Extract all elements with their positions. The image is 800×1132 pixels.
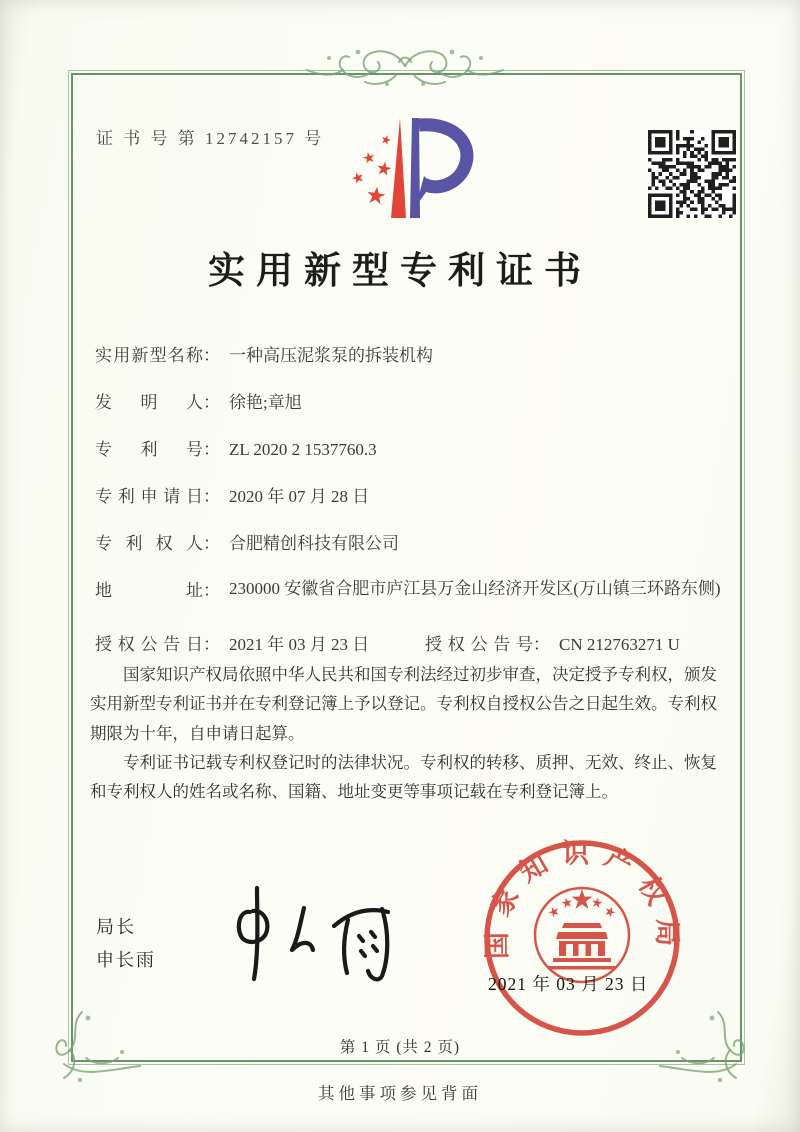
grant-number-label: 授权公告号 bbox=[425, 635, 533, 654]
field-row-inventor bbox=[95, 388, 302, 413]
certificate-number: 证 书 号 第 12742157 号 bbox=[96, 129, 325, 148]
field-row-filing-date bbox=[95, 482, 369, 507]
seal-date: 2021 年 03 月 23 日 bbox=[488, 974, 649, 994]
field-value: 合肥精创科技有限公司 bbox=[229, 534, 399, 553]
field-label: 专利权人 bbox=[95, 534, 203, 553]
colon: ： bbox=[203, 440, 220, 459]
colon: ： bbox=[203, 635, 220, 654]
legal-paragraph-2: 专利证书记载专利权登记时的法律状况。专利权的转移、质押、无效、终止、恢复和专利权人的姓名或名称、国籍、地址变更等事项记载在专利登记簿上。 bbox=[90, 753, 717, 802]
field-value: 徐艳;章旭 bbox=[229, 393, 302, 412]
field-row-grant bbox=[95, 630, 715, 655]
commissioner-title: 局长 bbox=[96, 917, 136, 937]
field-row-name bbox=[95, 341, 433, 366]
field-row-patent-number bbox=[95, 435, 377, 460]
certificate-title: 实用新型专利证书 bbox=[208, 251, 592, 292]
colon: ： bbox=[533, 635, 550, 654]
field-label: 专利号 bbox=[95, 440, 203, 459]
field-label: 专利申请日 bbox=[95, 487, 203, 506]
field-row-patentee bbox=[95, 529, 399, 554]
back-side-note: 其他事项参见背面 bbox=[318, 1084, 482, 1103]
field-value: 2020 年 07 月 28 日 bbox=[229, 487, 370, 506]
grant-date-value: 2021 年 03 月 23 日 bbox=[229, 635, 370, 654]
page-number: 第 1 页 (共 2 页) bbox=[339, 1039, 461, 1056]
cnipa-logo bbox=[334, 112, 474, 230]
grant-date-label: 授权公告日 bbox=[95, 635, 203, 654]
field-value: 230000 安徽省合肥市庐江县万金山经济开发区(万山镇三环路东侧) bbox=[229, 579, 721, 598]
field-row-address bbox=[95, 576, 734, 602]
official-seal-icon bbox=[482, 838, 682, 1038]
colon: ： bbox=[203, 346, 220, 365]
signature-image bbox=[212, 880, 417, 985]
field-value: ZL 2020 2 1537760.3 bbox=[229, 440, 377, 459]
qr-code bbox=[648, 130, 736, 218]
grant-number-value: CN 212763271 U bbox=[559, 635, 680, 654]
colon: ： bbox=[203, 487, 220, 506]
field-label: 发明人 bbox=[95, 393, 203, 412]
field-label: 实用新型名称 bbox=[95, 346, 203, 365]
commissioner-name: 申长雨 bbox=[96, 950, 156, 970]
colon: ： bbox=[203, 393, 220, 412]
seal-text: 国家知识产权局 bbox=[482, 838, 682, 960]
colon: ： bbox=[203, 581, 220, 600]
colon: ： bbox=[203, 534, 220, 553]
legal-text bbox=[90, 660, 720, 807]
top-ornament-icon bbox=[295, 40, 515, 102]
field-label: 地址 bbox=[95, 581, 203, 600]
legal-paragraph-1: 国家知识产权局依照中华人民共和国专利法经过初步审查，决定授予专利权，颁发实用新型专利证书并在专利登记簿上予以登记。专利权自授权公告之日起生效。专利权期限为十年，自申请日起算。 bbox=[90, 665, 717, 743]
field-value: 一种高压泥浆泵的拆装机构 bbox=[229, 346, 433, 365]
